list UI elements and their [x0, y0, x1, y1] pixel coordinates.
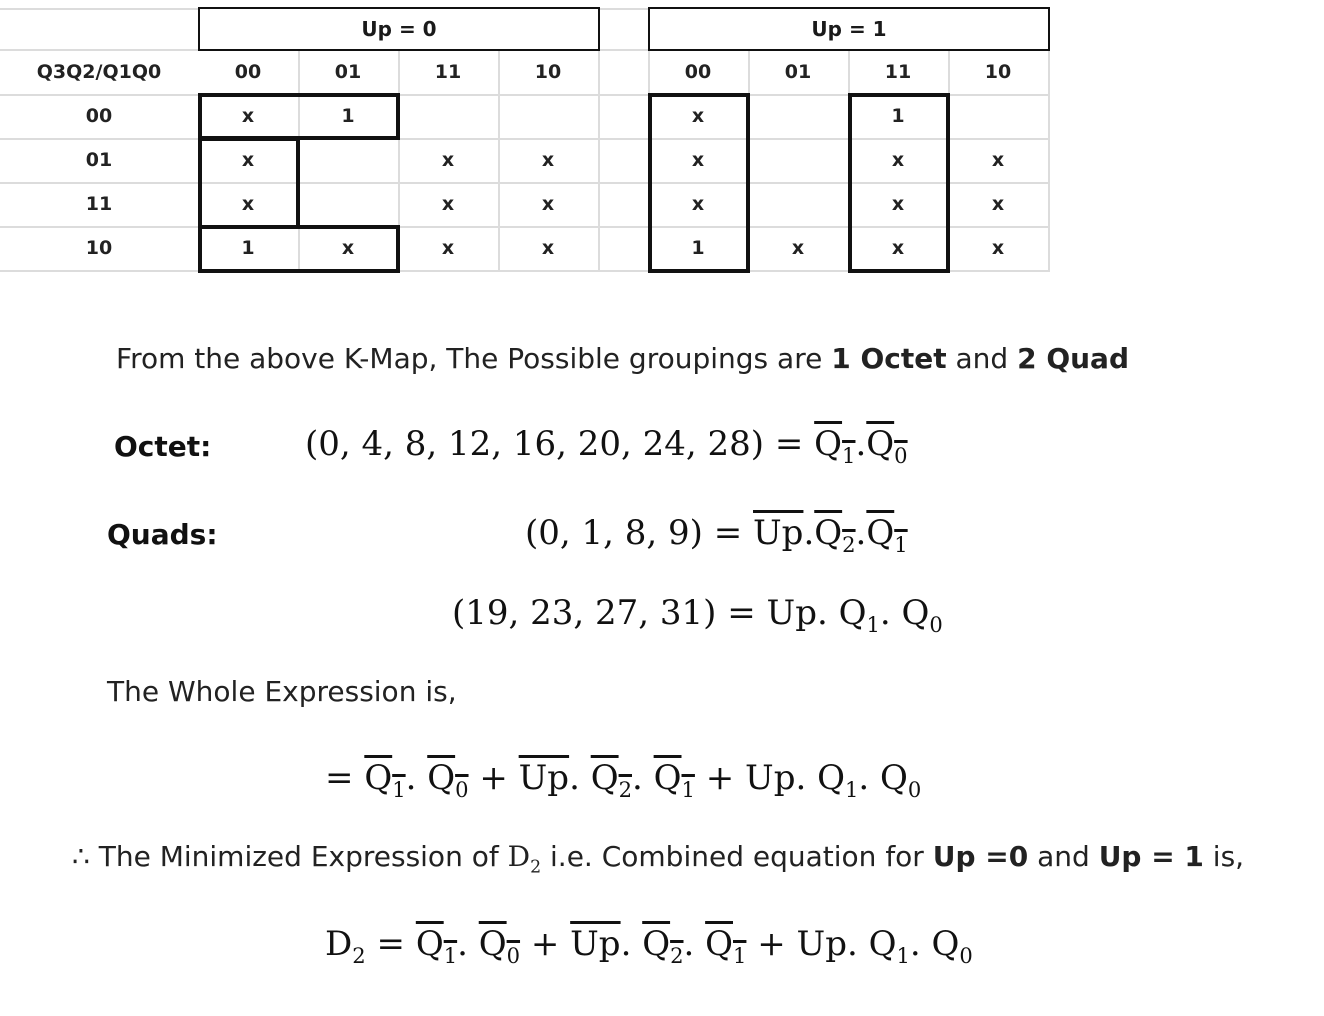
intro-quad: 2 Quad — [1017, 342, 1129, 375]
kmap-cell: x — [241, 149, 255, 171]
quad2-equation: (19, 23, 27, 31) = Up. $Q_1$. $Q_0$ — [452, 593, 943, 637]
karnaugh-map — [0, 0, 1324, 290]
q1-bar: $Q_1$ — [866, 513, 908, 557]
col-label: 11 — [884, 61, 912, 83]
grid-line — [0, 270, 1050, 272]
kmap-cell: x — [691, 105, 705, 127]
kmap-cell: 1 — [891, 105, 905, 127]
kmap-cell: x — [441, 193, 455, 215]
therefore-symbol: ∴ — [72, 840, 90, 873]
col-label: 11 — [434, 61, 462, 83]
kmap-cell: 1 — [341, 105, 355, 127]
up0-title: Up = 0 — [361, 17, 437, 41]
intro-text — [116, 342, 1129, 375]
intro-and: and — [946, 342, 1018, 375]
kmap-cell: x — [791, 237, 805, 259]
kmap-cell: 1 — [241, 237, 255, 259]
grid-line — [1048, 50, 1050, 272]
kmap-cell: x — [691, 149, 705, 171]
up1-header — [648, 7, 1050, 51]
col-label: 00 — [234, 61, 262, 83]
whole-expression-text: The Whole Expression is, — [107, 675, 457, 708]
kmap-cell: 1 — [691, 237, 705, 259]
quad2-minterms: (19, 23, 27, 31) = — [452, 593, 756, 633]
col-label: 00 — [684, 61, 712, 83]
kmap-cell — [748, 182, 848, 226]
octet-label: Octet: — [114, 430, 212, 463]
kmap-cell: x — [541, 149, 555, 171]
row-label: 11 — [85, 193, 113, 215]
kmap-cell — [298, 138, 398, 182]
kmap-cell: x — [891, 149, 905, 171]
row-label: 01 — [85, 149, 113, 171]
minimized-text: ∴ The Minimized Expression of $D_2$ i.e. Combined equation for Up =0 and Up = 1 is, — [72, 840, 1245, 878]
kmap-cell — [948, 94, 1048, 138]
row-label: 10 — [85, 237, 113, 259]
kmap-cell: x — [541, 193, 555, 215]
kmap-cell — [748, 138, 848, 182]
up0-header — [198, 7, 600, 51]
kmap-cell: x — [241, 105, 255, 127]
quads-label: Quads: — [107, 518, 218, 551]
row-label: 00 — [85, 105, 113, 127]
grid-line — [598, 50, 600, 272]
kmap-cell: x — [441, 149, 455, 171]
col-label: 01 — [784, 61, 812, 83]
kmap-cell: x — [691, 193, 705, 215]
q1-bar: $Q_1$ — [814, 424, 856, 468]
kmap-cell: x — [441, 237, 455, 259]
kmap-cell: x — [891, 237, 905, 259]
corner-label: Q3Q2/Q1Q0 — [36, 61, 162, 83]
kmap-cell — [398, 94, 498, 138]
intro-prefix: From the above K-Map, The Possible groupings are — [116, 342, 832, 375]
up1-title: Up = 1 — [811, 17, 887, 41]
final-equation: $D_2 = Q_1$. $Q_0 + \overline{Up}$. $Q_2$. $Q_1 + Up$. $Q_1$. $Q_0$ — [325, 924, 973, 968]
grid-line — [600, 8, 648, 10]
quad1-equation: (0, 1, 8, $9) = \overline{Up}.Q_2.Q_1$ — [525, 513, 908, 557]
q2-bar: $Q_2$ — [814, 513, 856, 557]
kmap-cell: x — [991, 193, 1005, 215]
kmap-cell: x — [991, 149, 1005, 171]
octet-minterms: (0, 4, 8, 12, 16, 20, 24, 28) = — [305, 424, 804, 464]
whole-equation: = $Q_1$. $Q_0 + \overline{Up}$. $Q_2$. $Q_1 + Up$. $Q_1$. $Q_0$ — [325, 758, 922, 802]
kmap-cell: x — [341, 237, 355, 259]
col-label: 10 — [534, 61, 562, 83]
quad1-minterms: (0, 1, 8, 9) = — [525, 513, 743, 553]
kmap-cell — [498, 94, 598, 138]
col-label: 01 — [334, 61, 362, 83]
kmap-cell: x — [541, 237, 555, 259]
octet-equation: (0, 4, 8, 12, 16, 20, 24, $28) = Q_1.Q_0$ — [305, 424, 908, 468]
kmap-cell: x — [241, 193, 255, 215]
col-label: 10 — [984, 61, 1012, 83]
kmap-cell — [748, 94, 848, 138]
q0-bar: $Q_0$ — [866, 424, 908, 468]
intro-octet: 1 Octet — [831, 342, 947, 375]
grid-line — [0, 8, 198, 10]
up-bar: $\overline{Up}$ — [753, 513, 804, 553]
kmap-cell — [298, 182, 398, 226]
kmap-cell: x — [991, 237, 1005, 259]
kmap-cell: x — [891, 193, 905, 215]
